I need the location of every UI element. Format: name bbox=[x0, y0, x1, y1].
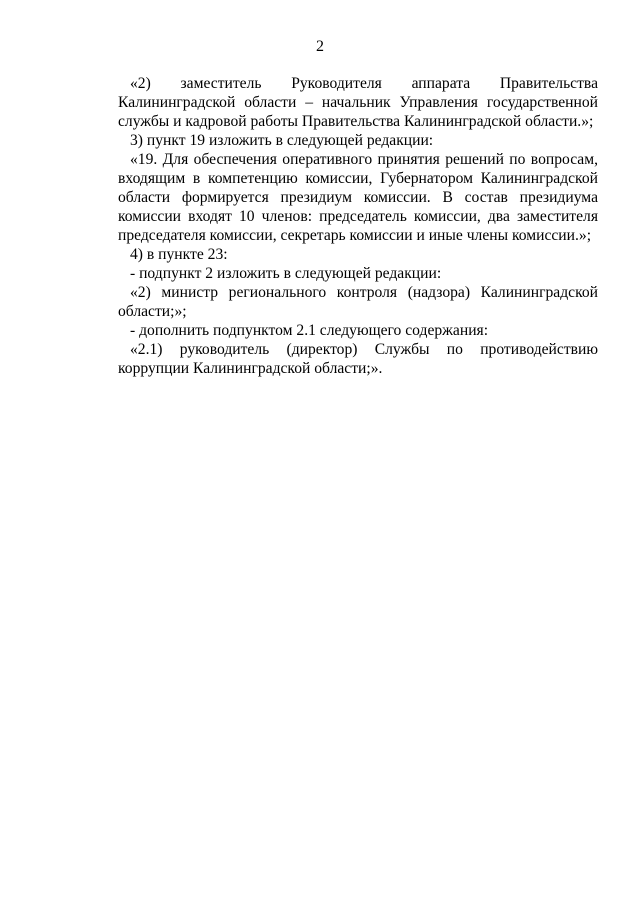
paragraph-3: «19. Для обеспечения оперативного принятия решений по вопросам, входящим в компетенцию комиссии, Губернатором Калининградской области формируется президиум комиссии. В состав президиума комиссии входят 10 членов: председатель комиссии, два заместителя председателя комиссии, секретарь комиссии и иные члены комиссии.»; bbox=[118, 151, 598, 244]
paragraph-4: 4) в пункте 23: bbox=[130, 246, 228, 263]
paragraph-6: «2) министр регионального контроля (надзора) Калининградской области;»; bbox=[118, 284, 598, 320]
paragraph-8: «2.1) руководитель (директор) Службы по противодействию коррупции Калининградской области;». bbox=[118, 341, 598, 377]
paragraph-5: - подпункт 2 изложить в следующей редакции: bbox=[130, 265, 442, 282]
document-body bbox=[118, 74, 598, 378]
paragraph-1: «2) заместитель Руководителя аппарата Правительства Калининградской области – начальник Управления государственной службы и кадровой работы Правительства Калининградской области.»; bbox=[118, 75, 598, 130]
paragraph-2: 3) пункт 19 изложить в следующей редакции: bbox=[130, 132, 434, 149]
page-number: 2 bbox=[316, 38, 324, 55]
paragraph-7: - дополнить подпунктом 2.1 следующего содержания: bbox=[130, 322, 489, 339]
